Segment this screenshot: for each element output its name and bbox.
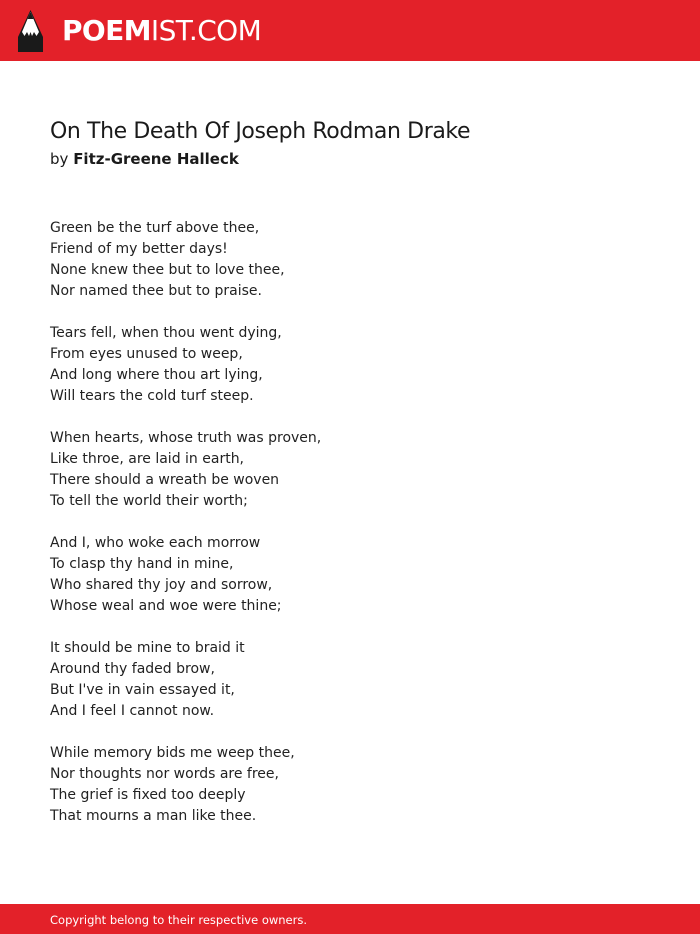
poem-stanza — [50, 743, 321, 827]
poem-line: Whose weal and woe were thine; — [50, 598, 282, 614]
poem-line: There should a wreath be woven — [50, 472, 280, 488]
poem-line: Friend of my better days! — [50, 241, 228, 257]
poem-stanza — [50, 218, 321, 302]
poem-author: Fitz-Greene Halleck — [73, 150, 239, 168]
poem-line: While memory bids me weep thee, — [50, 745, 295, 761]
poem-line: Nor thoughts nor words are free, — [50, 766, 279, 782]
site-header — [0, 0, 700, 61]
poem-stanza — [50, 428, 321, 512]
poem-stanza — [50, 533, 321, 617]
logo-bold-text: POEM — [62, 14, 151, 47]
by-label: by — [50, 150, 69, 168]
copyright-text: Copyright belong to their respective owners. — [50, 913, 308, 927]
site-footer — [0, 904, 700, 934]
poem-line: And I, who woke each morrow — [50, 535, 261, 551]
poem-line: Like throe, are laid in earth, — [50, 451, 245, 467]
poem-line: When hearts, whose truth was proven, — [50, 430, 322, 446]
poem-byline — [50, 149, 239, 169]
poem-line: Who shared thy joy and sorrow, — [50, 577, 273, 593]
poem-line: And long where thou art lying, — [50, 367, 263, 383]
logo-light-text: IST.COM — [150, 14, 262, 47]
poem-line: Tears fell, when thou went dying, — [50, 325, 282, 341]
poem-line: To tell the world their worth; — [50, 493, 248, 509]
poem-line: Will tears the cold turf steep. — [50, 388, 254, 404]
site-logo[interactable] — [62, 13, 261, 49]
poem-line: That mourns a man like thee. — [50, 808, 257, 824]
poem-stanza — [50, 638, 321, 722]
poem-line: Nor named thee but to praise. — [50, 283, 262, 299]
poem-body — [50, 218, 321, 848]
poem-title: On The Death Of Joseph Rodman Drake — [50, 119, 471, 144]
poem-line: To clasp thy hand in mine, — [50, 556, 234, 572]
pencil-icon — [17, 10, 44, 52]
poem-line: The grief is fixed too deeply — [50, 787, 246, 803]
poem-stanza — [50, 323, 321, 407]
poem-line: Green be the turf above thee, — [50, 220, 260, 236]
poem-line: Around thy faded brow, — [50, 661, 215, 677]
poem-line: From eyes unused to weep, — [50, 346, 243, 362]
poem-line: None knew thee but to love thee, — [50, 262, 285, 278]
poem-line: And I feel I cannot now. — [50, 703, 215, 719]
poem-line: It should be mine to braid it — [50, 640, 245, 656]
poem-line: But I've in vain essayed it, — [50, 682, 235, 698]
